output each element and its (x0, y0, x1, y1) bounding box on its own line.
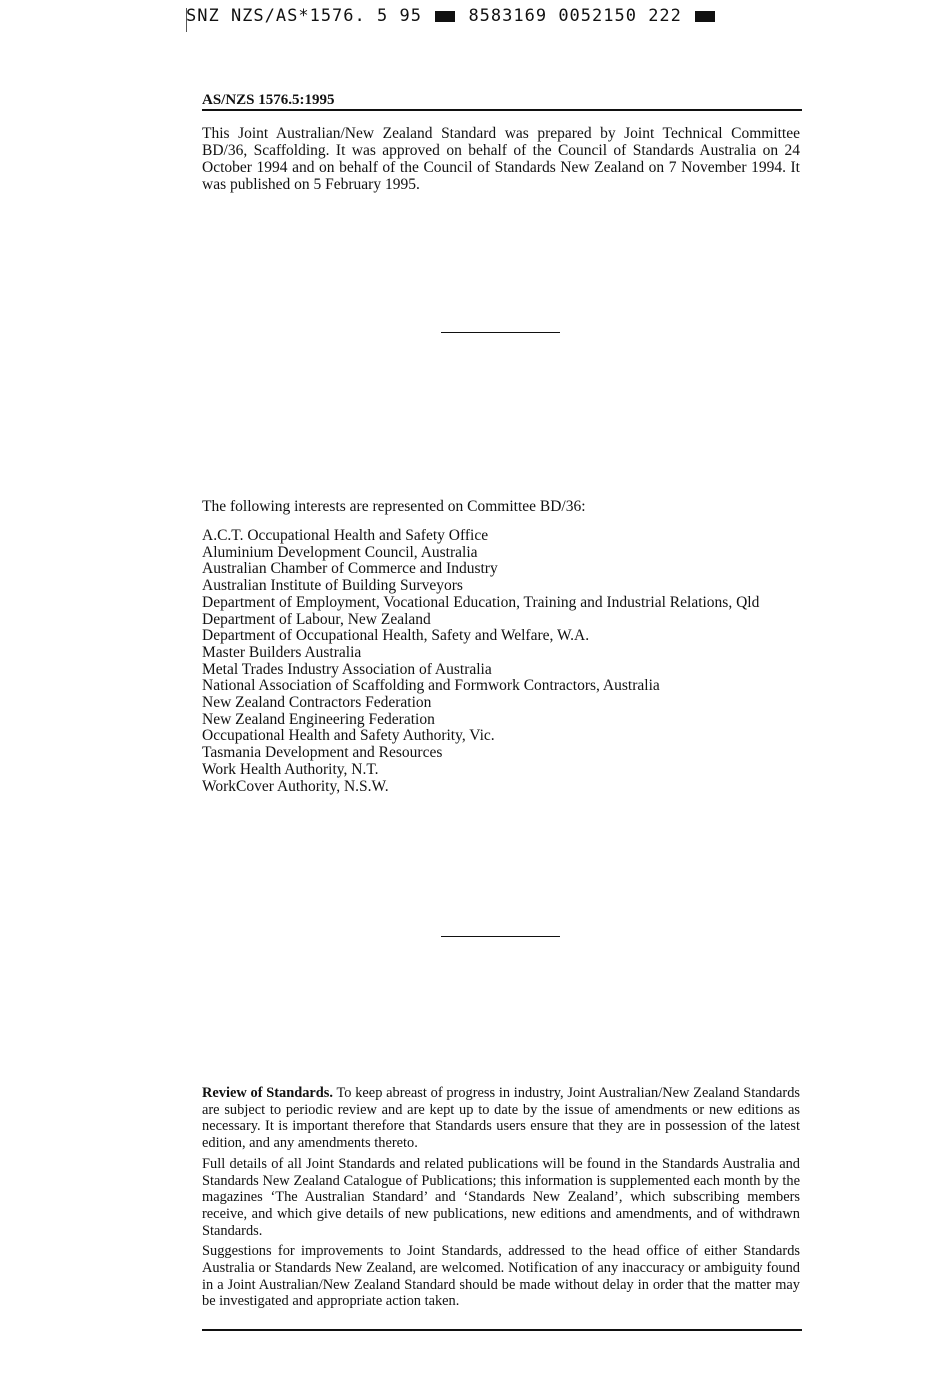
committee-intro: The following interests are represented on Committee BD/36: (202, 498, 586, 515)
review-paragraph (202, 1085, 800, 1152)
review-text: To keep abreast of progress in industry, Joint Australian/New Zealand Standards are subject to periodic review and are kept up to date by the issue of amendments or new editions as necessary. It is important therefore that Standards users ensure that they are in possession of the latest edition, and any amendments thereto. (202, 1085, 800, 1152)
committee-member: National Association of Scaffolding and Formwork Contractors, Australia (202, 677, 660, 695)
committee-member: Department of Labour, New Zealand (202, 610, 431, 628)
review-heading: Review of Standards. (202, 1085, 334, 1101)
committee-member: Work Health Authority, N.T. (202, 760, 379, 778)
committee-member: WorkCover Authority, N.S.W. (202, 777, 389, 795)
document-id: AS/NZS 1576.5:1995 (202, 92, 335, 108)
committee-member: New Zealand Contractors Federation (202, 694, 432, 712)
review-of-standards (202, 1085, 800, 1314)
footer-rule (202, 1329, 802, 1331)
section-separator (441, 936, 560, 937)
code-block-mark (435, 11, 455, 22)
review-paragraph: Suggestions for improvements to Joint Standards, addressed to the head office of either Standards Australia or Standards New Zealand, are welcomed. Notification of any inaccuracy or ambiguity found in a Joint Australian/New Zealand Standard should be made without delay in order that the matter may be investigated and appropriate action taken. (202, 1243, 800, 1310)
committee-member: Department of Occupational Health, Safety and Welfare, W.A. (202, 627, 590, 645)
section-separator (441, 332, 560, 333)
committee-member: Occupational Health and Safety Authority, Vic. (202, 727, 495, 745)
control-code-prefix: SNZ NZS/AS*1576. 5 95 (186, 6, 422, 26)
committee-member: Department of Employment, Vocational Education, Training and Industrial Relations, Qld (202, 593, 760, 611)
committee-member: Aluminium Development Council, Australia (202, 543, 478, 561)
committee-member: A.C.T. Occupational Health and Safety Office (202, 527, 489, 544)
committee-member: Australian Institute of Building Surveyors (202, 577, 463, 595)
committee-member: New Zealand Engineering Federation (202, 710, 435, 728)
header-rule (202, 109, 802, 111)
committee-member: Australian Chamber of Commerce and Industry (202, 560, 498, 578)
document-control-code (186, 6, 717, 26)
control-code-suffix: 8583169 0052150 222 (468, 6, 682, 26)
committee-member: Master Builders Australia (202, 643, 362, 661)
code-block-mark (695, 11, 715, 22)
committee-member: Tasmania Development and Resources (202, 744, 443, 762)
committee-member: Metal Trades Industry Association of Australia (202, 660, 492, 678)
committee-member-list (202, 528, 800, 795)
review-paragraph: Full details of all Joint Standards and related publications will be found in the Standards Australia and Standards New Zealand Catalogue of Publications; this information is supplemented each month by the magazines ‘The Australian Standard’ and ‘Standards New Zealand’, which subscribing members receive, and which give details of new publications, new editions and amendments, and of withdrawn Standards. (202, 1155, 800, 1239)
preparation-statement: This Joint Australian/New Zealand Standard was prepared by Joint Technical Committee BD/36, Scaffolding. It was approved on behalf of the Council of Standards Australia on 24 October 1994 and on behalf of the Council of Standards New Zealand on 7 November 1994. It was published on 5 February 1995. (202, 125, 800, 193)
